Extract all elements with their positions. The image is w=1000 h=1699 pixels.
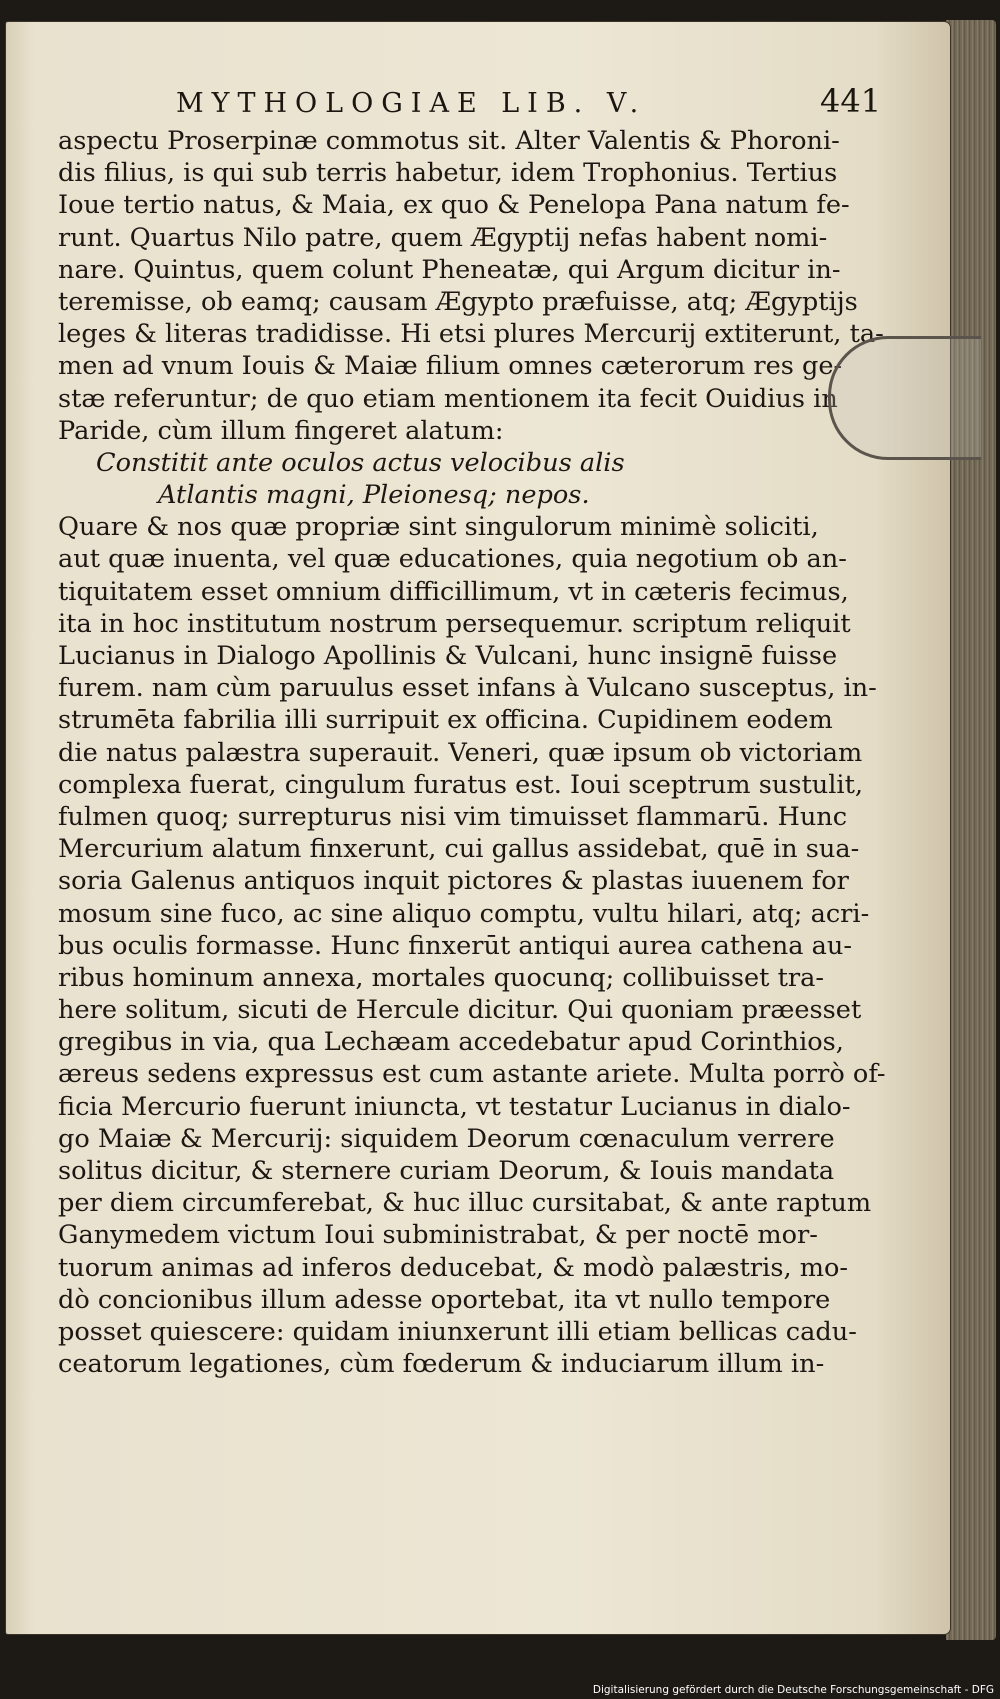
- text-line: aut quæ inuenta, vel quæ educationes, quia negotium ob an-: [58, 544, 847, 575]
- text-line: nare. Quintus, quem colunt Pheneatæ, qui Argum dicitur in-: [58, 254, 841, 285]
- digitization-credit: Digitalisierung gefördert durch die Deutsche Forschungsgemeinschaft - DFG: [592, 1684, 994, 1696]
- text-line: æreus sedens expressus est cum astante ariete. Multa porrò of-: [58, 1059, 886, 1090]
- text-line: dò concionibus illum adesse oportebat, ita vt nullo tempore: [58, 1284, 831, 1315]
- text-line: teremisse, ob eamq; causam Ægypto præfuisse, atq; Ægyptijs: [58, 286, 858, 317]
- text-line: ribus hominum annexa, mortales quocunq; collibuisset tra-: [58, 962, 825, 993]
- text-line: ficia Mercurio fuerunt iniuncta, vt testatur Lucianus in dialo-: [58, 1091, 851, 1122]
- text-line: aspectu Proserpinæ commotus sit. Alter Valentis & Phoroni-: [58, 126, 840, 156]
- verse-line: Atlantis magni, Pleionesq; nepos.: [158, 480, 590, 511]
- text-line: complexa fuerat, cingulum furatus est. Ioui sceptrum sustulit,: [58, 769, 864, 800]
- text-line: posset quiescere: quidam iniunxerunt illi etiam bellicas cadu-: [58, 1316, 857, 1347]
- text-line: soria Galenus antiquos inquit pictores & plastas iuuenem for: [58, 866, 849, 897]
- text-line: go Maiæ & Mercurij: siquidem Deorum cœnaculum verrere: [58, 1123, 835, 1154]
- text-line: per diem circumferebat, & huc illuc cursitabat, & ante raptum: [58, 1188, 872, 1219]
- text-line: bus oculis formasse. Hunc finxerūt antiqui aurea cathena au-: [58, 930, 853, 961]
- text-line: men ad vnum Iouis & Maiæ filium omnes cæterorum res ge-: [58, 351, 843, 382]
- text-line: Mercurium alatum finxerunt, cui gallus assidebat, quē in sua-: [58, 834, 860, 865]
- book-page: [6, 22, 950, 1634]
- page-header: [6, 82, 950, 128]
- text-line: tuorum animas ad inferos deducebat, & modò palæstris, mo-: [58, 1252, 849, 1283]
- text-line: furem. nam cùm paruulus esset infans à Vulcano susceptus, in-: [58, 673, 877, 704]
- text-line: ceatorum legationes, cùm fœderum & induciarum illum in-: [58, 1349, 825, 1380]
- text-line: runt. Quartus Nilo patre, quem Ægyptij nefas habent nomi-: [58, 222, 828, 253]
- page-clip: [828, 336, 981, 460]
- text-line: fulmen quoq; surrepturus nisi vim timuisset flammarū. Hunc: [58, 801, 848, 832]
- book-page-edges: [946, 20, 996, 1640]
- text-line: dis filius, is qui sub terris habetur, idem Trophonius. Tertius: [58, 158, 838, 189]
- text-line: die natus palæstra superauit. Veneri, quæ ipsum ob victoriam: [58, 737, 863, 768]
- text-line: Ioue tertio natus, & Maia, ex quo & Penelopa Pana natum fe-: [58, 190, 850, 221]
- text-line: Ganymedem victum Ioui subministrabat, & per noctē mor-: [58, 1220, 818, 1251]
- verse-line: Constitit ante oculos actus velocibus alis: [96, 447, 625, 478]
- running-title: MYTHOLOGIAE LIB. V.: [176, 88, 647, 119]
- text-line: leges & literas tradidisse. Hi etsi plures Mercurij extiterunt, ta-: [58, 319, 884, 350]
- text-line: stæ referuntur; de quo etiam mentionem ita fecit Ouidius in: [58, 383, 838, 414]
- text-line: Lucianus in Dialogo Apollinis & Vulcani, hunc insignē fuisse: [58, 641, 838, 671]
- text-line: Quare & nos quæ propriæ sint singulorum minimè soliciti,: [58, 512, 819, 543]
- page-number: 441: [820, 82, 882, 120]
- page-text: [58, 125, 886, 1380]
- text-line: tiquitatem esset omnium difficillimum, vt in cæteris fecimus,: [58, 576, 849, 607]
- text-line: here solitum, sicuti de Hercule dicitur. Qui quoniam præesset: [58, 995, 862, 1026]
- text-line: Paride, cùm illum fingeret alatum:: [58, 415, 504, 446]
- text-line: gregibus in via, qua Lechæam accedebatur apud Corinthios,: [58, 1027, 844, 1058]
- text-line: ita in hoc institutum nostrum persequemur. scriptum reliquit: [58, 608, 851, 639]
- text-line: solitus dicitur, & sternere curiam Deorum, & Iouis mandata: [58, 1156, 835, 1186]
- text-line: strumēta fabrilia illi surripuit ex officina. Cupidinem eodem: [58, 705, 833, 736]
- text-line: mosum sine fuco, ac sine aliquo comptu, vultu hilari, atq; acri-: [58, 898, 870, 929]
